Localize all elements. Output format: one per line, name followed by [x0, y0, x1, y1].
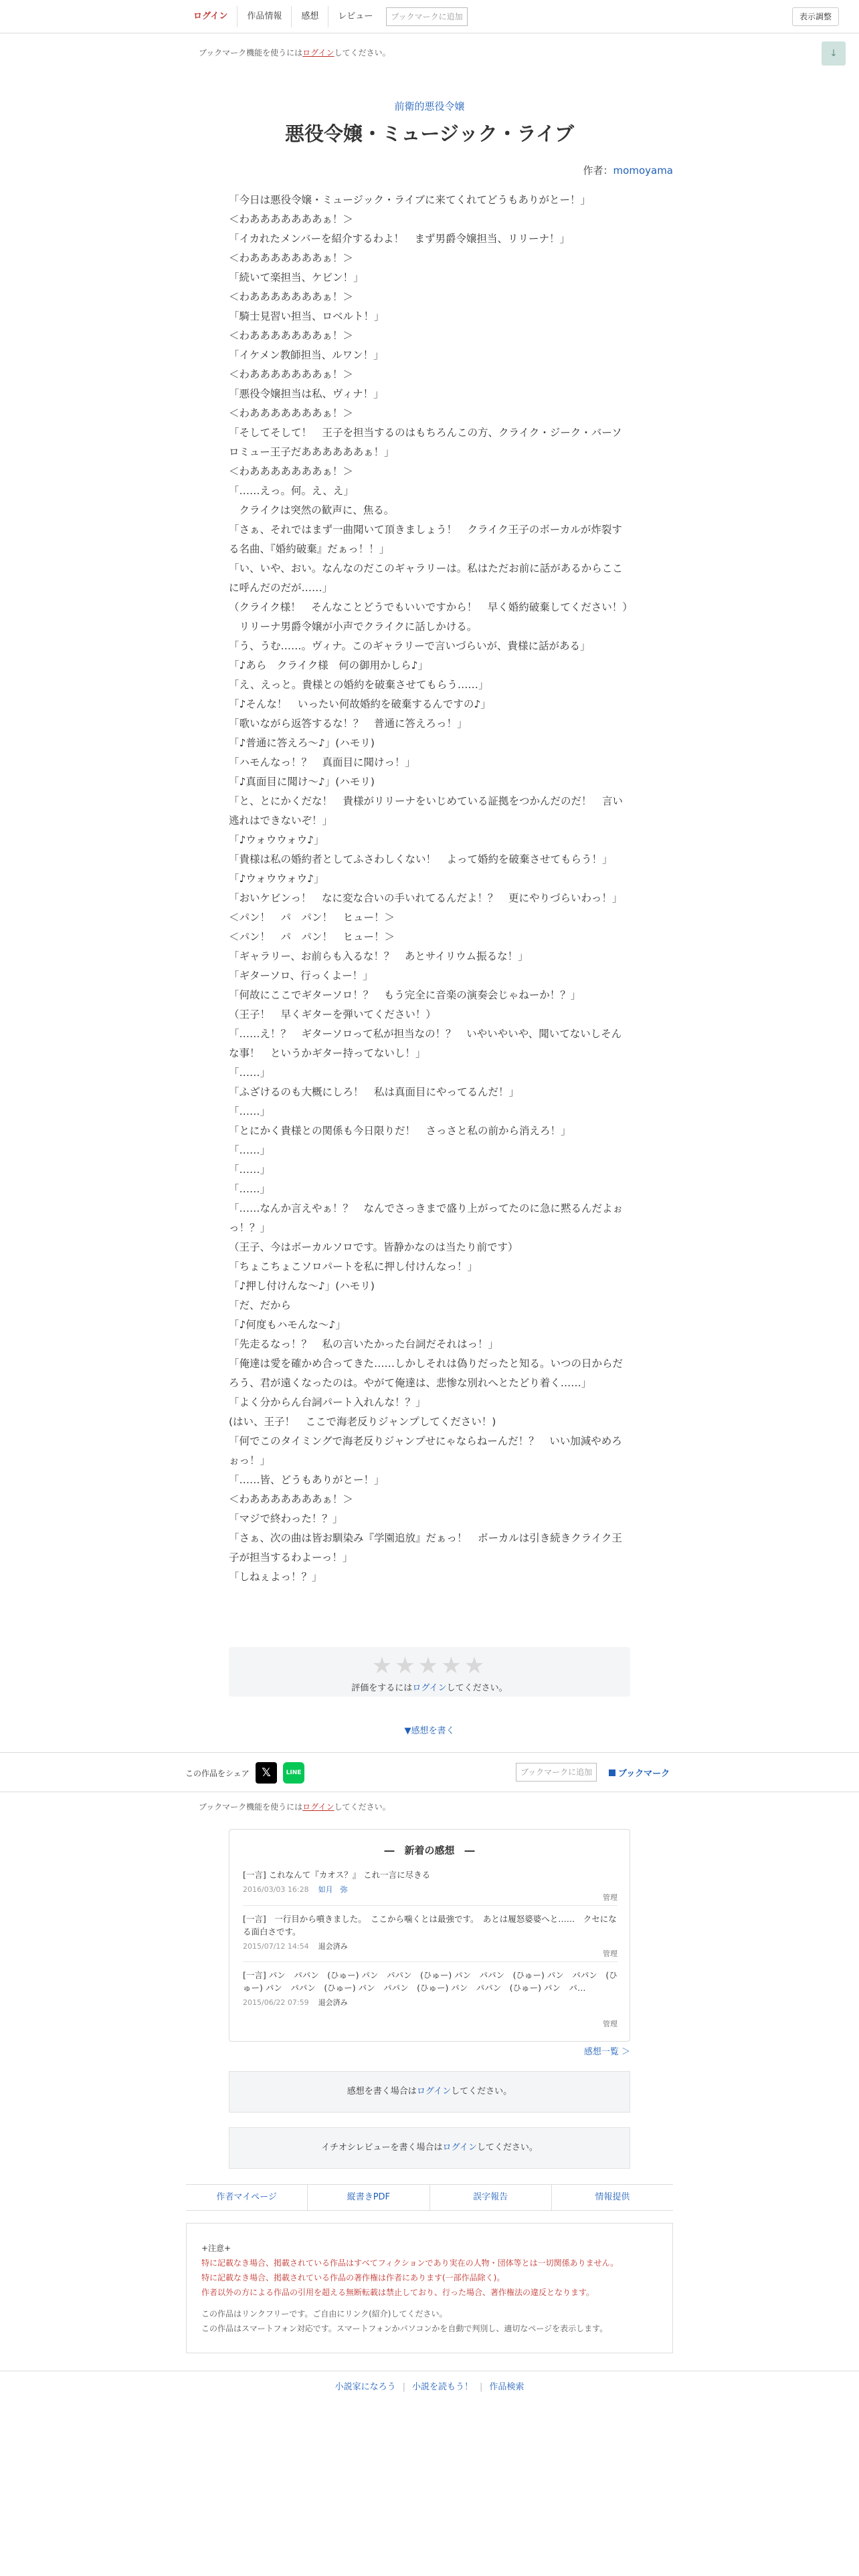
rating-login-link[interactable]: ログイン — [412, 1683, 447, 1693]
impression-manage-link[interactable]: 管理 — [603, 1949, 617, 1958]
login-link[interactable]: ログイン — [193, 11, 228, 21]
body-line: 「今日は悪役令嬢・ミュージック・ライブに来てくれてどうもありがとー！」 — [229, 194, 591, 206]
notice-line: 特に記載なき場合、掲載されている作品の著作権は作者にあります(一部作品除く)。 — [201, 2273, 505, 2282]
new-impressions-heading: ― 新着の感想 ― — [384, 1844, 475, 1856]
body-line: （クライク様！ そんなことどうでもいいですから！ 早く婚約破棄してください！） — [229, 601, 633, 613]
write-impression-toggle[interactable]: ▼感想を書く — [404, 1726, 455, 1736]
share-bookmark-label: ブックマーク — [618, 1769, 670, 1779]
bookmark-note-suffix: してください。 — [334, 1802, 391, 1812]
body-line: 「♪真面目に聞け〜♪」(ハモリ) — [229, 776, 375, 788]
body-line: 「何でこのタイミングで海老反りジャンプせにゃならねーんだ！？ いい加減やめろぉっ！」 — [229, 1435, 622, 1467]
impression-item — [243, 1868, 617, 1906]
body-line: ＜わあああああああぁ！＞ — [229, 291, 353, 303]
body-line: 「ふざけるのも大概にしろ！ 私は真面目にやってるんだ！」 — [229, 1086, 520, 1098]
notice-heading: +注意+ — [201, 2244, 231, 2253]
body-line: （王子、今はボーカルソロです。皆静かなのは当たり前です） — [229, 1241, 518, 1253]
body-line: ＜わあああああああぁ！＞ — [229, 330, 353, 342]
body-line: 「……え！？ ギターソロって私が担当なの！？ いやいやいや、聞いてないしそんな事！ というかギター持ってないし！」 — [229, 1028, 622, 1059]
novel-info-link[interactable]: 作品情報 — [237, 6, 291, 27]
bookmark-login-link[interactable]: ログイン — [302, 1802, 335, 1812]
novel-body — [229, 191, 633, 1587]
impression-date: 2015/06/22 07:59 — [243, 1998, 309, 2007]
review-box-suffix: してください。 — [476, 2143, 538, 2153]
body-line: 「♪普通に答えろ〜♪」(ハモリ) — [229, 737, 375, 749]
body-line: 「さぁ、次の曲は皆お馴染み『学園追放』だぁっ！ ボーカルは引き続きクライク王子が担当するわよーっ！」 — [229, 1532, 622, 1564]
share-bar — [0, 1752, 859, 1792]
typo-report-link[interactable]: 誤字報告 — [430, 2185, 551, 2210]
impression-meta — [243, 1941, 617, 1951]
body-line: ＜わあああああああぁ！＞ — [229, 465, 353, 477]
body-line: 「♪押し付けんな〜♪」(ハモリ) — [229, 1280, 375, 1292]
impression-login-box — [229, 2071, 630, 2113]
impression-date: 2015/07/12 14:54 — [243, 1942, 309, 1951]
top-nav — [184, 6, 468, 27]
author-line — [583, 163, 673, 177]
series-title[interactable]: 前衛的悪役令嬢 — [394, 100, 465, 112]
impression-box-suffix: してください。 — [451, 2086, 512, 2097]
impression-manage-link[interactable]: 管理 — [603, 2020, 617, 2028]
impression-meta — [243, 1884, 617, 1895]
yomou-link[interactable]: 小説を読もう！ — [411, 2382, 473, 2392]
bookmark-login-note — [199, 47, 391, 58]
body-line: 「……」 — [229, 1183, 271, 1195]
body-line: リリーナ男爵令嬢が小声でクライクに話しかける。 — [229, 621, 478, 633]
body-line: （王子！ 早くギターを弾いてください！） — [229, 1008, 436, 1021]
author-label: 作者： — [583, 165, 613, 177]
body-line: 「だ、だから — [229, 1299, 292, 1311]
body-line: 「い、いや、おい。なんなのだこのギャラリーは。私はただお前に話があるからここに呼んだのだが……」 — [229, 562, 623, 594]
body-line: 「おいケビンっ！ なに変な合いの手いれてるんだよ！？ 更にやりづらいわっ！」 — [229, 892, 623, 904]
body-line: 「歌いながら返答するな！？ 普通に答えろっ！」 — [229, 718, 468, 730]
review-box-prefix: イチオシレビューを書く場合は — [321, 2143, 443, 2153]
notice-line: 作者以外の方による作品の引用を超える無断転載は禁止しており、行った場合、著作権法の違反となります。 — [201, 2288, 595, 2297]
body-line: 「……」 — [229, 1144, 271, 1156]
x-logo-icon[interactable]: 𝕏 — [256, 1762, 277, 1784]
impressions-link[interactable]: 感想 — [291, 6, 328, 27]
new-impressions-panel — [229, 1829, 630, 2042]
body-line: ＜パン！ パ パン！ ヒュー！＞ — [229, 931, 395, 943]
share-label: この作品をシェア — [185, 1769, 250, 1778]
impression-box-prefix: 感想を書く場合は — [347, 2086, 417, 2097]
bookmark-note-prefix: ブックマーク機能を使うには — [199, 1802, 303, 1812]
body-line: 「さぁ、それではまず一曲聞いて頂きましょう！ クライク王子のボーカルが炸裂する名曲、『婚約破棄』だぁっ！！」 — [229, 524, 622, 555]
impression-item — [243, 1969, 617, 2032]
notice-box — [186, 2223, 673, 2353]
impression-date: 2016/03/03 16:28 — [243, 1885, 309, 1894]
rating-suffix: してください。 — [446, 1683, 508, 1693]
body-line: 「騎士見習い担当、ロベルト！」 — [229, 310, 385, 322]
impression-meta — [243, 1997, 617, 2008]
body-line: 「ちょこちょこソロパートを私に押し付けんなっ！」 — [229, 1261, 478, 1273]
impressions-list-link[interactable]: 感想一覧 ＞ — [583, 2047, 630, 2057]
body-line: 「何故にここでギターソロ！？ もう完全に音楽の演奏会じゃねーか！？」 — [229, 989, 581, 1001]
body-line: 「♪何度もハモんな〜♪」 — [229, 1319, 346, 1331]
body-line: ＜わあああああああぁ！＞ — [229, 213, 353, 225]
body-line: 「♪ウォウウォウ♪」 — [229, 834, 324, 846]
body-line: ＜わあああああああぁ！＞ — [229, 368, 353, 381]
impression-item — [243, 1913, 617, 1962]
impression-author: 退会済み — [318, 1942, 348, 1951]
body-line: 「……」 — [229, 1164, 271, 1176]
bookmark-login-link[interactable]: ログイン — [302, 48, 335, 58]
body-line: 「俺達は愛を確かめ合ってきた……しかしそれは偽りだったと知る。いつの日からだろう、君が遠くなったのは。やがて俺達は、悲惨な別れへとたどり着く……」 — [229, 1358, 624, 1389]
body-line: 「え、えっと。貴様との婚約を破棄させてもらう……」 — [229, 679, 489, 691]
notice-line: この作品はスマートフォン対応です。スマートフォンかパソコンかを自動で判別し、適切なページを表示します。 — [201, 2324, 608, 2333]
star-icon[interactable]: ★★★★★ — [371, 1652, 488, 1679]
narou-link[interactable]: 小説家になろう — [335, 2382, 396, 2392]
body-line: 「貴様は私の婚約者としてふさわしくない！ よって婚約を破棄させてもらう！」 — [229, 853, 613, 865]
author-link[interactable]: momoyama — [613, 165, 673, 177]
body-line: ＜わあああああああぁ！＞ — [229, 407, 353, 419]
review-login-link[interactable]: ログイン — [442, 2143, 477, 2153]
body-line: 「そしてそして！ 王子を担当するのはもちろんこの方、クライク・ジーク・バーソロミュー王子だああああああぁ！」 — [229, 427, 622, 458]
body-line: 「と、とにかくだな！ 貴様がリリーナをいじめている証拠をつかんだのだ！ 言い逃れはできないぞ！」 — [229, 795, 624, 827]
review-link[interactable]: レビュー — [328, 6, 382, 27]
impression-body: [一言] パン パパン (ひゅー) パン パパン (ひゅー) パン パパン (ひゅー) パン パパン (ひゅー) パン パパン (ひゅー) パン パパン (ひゅー) パン パパン (ひゅー) パン パ… — [243, 1970, 617, 1993]
body-line: 「悪役令嬢担当は私、ヴィナ！」 — [229, 388, 384, 400]
body-line: 「マジで終わった！？」 — [229, 1513, 343, 1525]
impression-author: 退会済み — [318, 1998, 348, 2007]
body-line: 「……」 — [229, 1105, 271, 1117]
vertical-pdf-link[interactable]: 縦書きPDF — [307, 2185, 429, 2210]
body-line: 「とにかく貴様との関係も今日限りだ！ さっさと私の前から消えろ！」 — [229, 1125, 571, 1137]
body-line: 「先走るなっ！？ 私の言いたかった台詞だそれはっ！」 — [229, 1338, 499, 1350]
footer-links — [186, 2184, 673, 2211]
body-line: 「イカれたメンバーを紹介するわよ！ まず男爵令嬢担当、リリーナ！」 — [229, 233, 570, 245]
body-line: 「……えっ。何。え、え」 — [229, 485, 354, 497]
impression-body: [一言] これなんて『カオス？』 これ一言に尽きる — [243, 1870, 431, 1880]
body-line: 「う、うむ……。ヴィナ。このギャラリーで言いづらいが、貴様に話がある」 — [229, 640, 591, 652]
body-line: (はい、王子！ ここで海老反りジャンプしてください！) — [229, 1416, 496, 1428]
review-login-box — [229, 2127, 630, 2169]
search-link[interactable]: 作品検索 — [489, 2382, 524, 2392]
impression-body: [一言] 一行目から噴きました。 ここから噛くとは最強です。 あとは履怒婆婆へと…… クセになる面白さです。 — [243, 1914, 617, 1937]
arrow-down-icon[interactable]: ↓ — [822, 41, 846, 66]
top-bar — [0, 0, 859, 33]
series-link[interactable] — [0, 99, 859, 113]
rating-login-note — [229, 1681, 630, 1693]
body-line: 「ギャラリー、お前らも入るな！？ あとサイリウム振るな！」 — [229, 950, 529, 962]
body-line: ＜わあああああああぁ！＞ — [229, 252, 353, 264]
bookmark-note-suffix: してください。 — [334, 48, 391, 58]
bookmark-login-note-2 — [199, 1801, 391, 1812]
notice-line: 特に記載なき場合、掲載されている作品はすべてフィクションであり実在の人物・団体等とは一切関係ありません。 — [201, 2258, 619, 2268]
add-bookmark-button[interactable]: ブックマークに追加 — [386, 7, 467, 26]
body-line: 「よく分からん台詞パート入れんな！？」 — [229, 1396, 426, 1408]
body-line: 「……なんか言えやぁ！？ なんでさっきまで盛り上がってたのに急に黙るんだよぉっ！？」 — [229, 1202, 624, 1234]
page-title: 悪役令嬢・ミュージック・ライブ — [284, 122, 575, 145]
rating-box — [229, 1647, 630, 1697]
body-line: ＜わあああああああぁ！＞ — [229, 1493, 353, 1505]
info-provide-link[interactable]: 情報提供 — [551, 2185, 673, 2210]
bottom-nav: 小説家になろう | 小説を読もう！ | 作品検索 — [0, 2379, 859, 2392]
bookmark-icon — [609, 1769, 615, 1776]
bookmark-note-prefix: ブックマーク機能を使うには — [199, 48, 303, 58]
display-settings-button[interactable]: 表示調整 — [792, 7, 839, 26]
share-bookmark-link[interactable] — [609, 1766, 670, 1779]
impression-author-link[interactable]: 如月 弥 — [318, 1885, 348, 1894]
impression-login-link[interactable]: ログイン — [416, 2086, 452, 2097]
body-line: 「しねぇよっ！？」 — [229, 1571, 322, 1583]
notice-line: この作品はリンクフリーです。ご自由にリンク(紹介)してください。 — [201, 2309, 448, 2319]
impression-manage-link[interactable]: 管理 — [603, 1893, 617, 1902]
body-line: 「続いて楽担当、ケビン！」 — [229, 272, 364, 284]
body-line: 「……」 — [229, 1067, 271, 1079]
share-add-bookmark-button[interactable]: ブックマークに追加 — [516, 1763, 597, 1782]
body-line: 「♪あら クライク様 何の御用かしら♪」 — [229, 659, 429, 671]
body-line: 「♪ウォウウォウ♪」 — [229, 873, 324, 885]
body-line: クライクは突然の歓声に、焦る。 — [229, 504, 395, 516]
body-line: 「♪そんな！ いったい何故婚約を破棄するんですの♪」 — [229, 698, 491, 710]
author-mypage-link[interactable]: 作者マイページ — [216, 2192, 277, 2202]
rating-prefix: 評価をするには — [351, 1683, 413, 1693]
body-line: 「ギターソロ、行っくよー！」 — [229, 970, 373, 982]
line-logo-icon[interactable]: LINE — [283, 1762, 304, 1784]
body-line: 「……皆、どうもありがとー！」 — [229, 1474, 385, 1486]
body-line: ＜パン！ パ パン！ ヒュー！＞ — [229, 911, 395, 924]
body-line: 「イケメン教師担当、ルワン！」 — [229, 349, 384, 361]
body-line: 「ハモんなっ！？ 真面目に聞けっ！」 — [229, 756, 416, 768]
